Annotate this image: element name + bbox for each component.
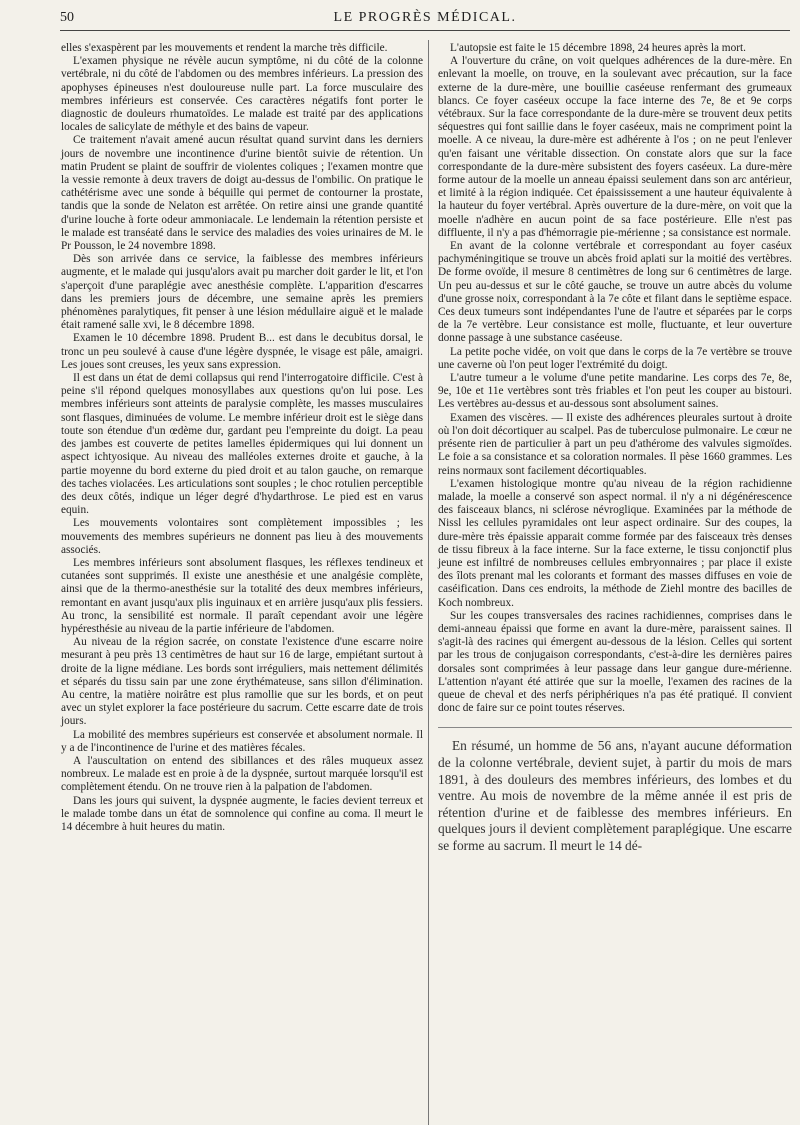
- paragraph: L'examen physique ne révèle aucun symptôme, ni du côté de la colonne vertébrale, ni du côté de l'abdomen ou des membres inférieurs. La pression des apophyses épineuses n'est douloureuse nulle part. La force musculaire des membres inférieurs est conservée. Ces caractères négatifs font porter le diagnostic de douleurs rhumatoïdes. Le malade est traité par des applications locales de salicylate de méthyle et des bains de vapeur.: [61, 55, 423, 134]
- paragraph: Il est dans un état de demi collapsus qui rend l'interrogatoire difficile. C'est à peine s'il répond quelques monosyllabes aux questions qu'on lui pose. Les membres inférieurs sont atteints de paralysie complète, les masses musculaires sont flasques, diminuées de volume. Le membre inférieur droit est le siège dans toute son étendue d'un œdème dur, gardant peu l'empreinte du doigt. La peau des jambes est couverte de petites lamelles épidermiques qui lui donnent un aspect ichtyosique. Au niveau des malléoles externes droite et gauche, à la partie moyenne du bord externe du pied droit et au talon gauche, on remarque des taches violacées. Les articulations sont souples ; le choc rotulien perceptible des deux côtés, indique un léger degré d'hydarthrose. Le pied est en varus equin.: [61, 372, 424, 517]
- paragraph: Les membres inférieurs sont absolument flasques, les réflexes tendineux et cutanées sont supprimés. Il existe une anesthésie et une analgésie complète, ainsi que de la thermo-anesthésie sur la totalité des deux membres inférieurs, remontant en avant jusqu'aux plis inguinaux et en arrière jusqu'aux plis fessiers. Au tronc, la sensibilité est normale. Il paraît cependant avoir une légère hypéresthésie au niveau de la partie inférieure de l'abdomen.: [61, 556, 423, 635]
- paragraph: La petite poche vidée, on voit que dans le corps de la 7e vertèbre se trouve une caverne où l'on peut loger l'extrémité du doigt.: [438, 345, 792, 371]
- paragraph: A l'ouverture du crâne, on voit quelques adhérences de la dure-mère. En enlevant la moelle, on trouve, en la soulevant avec précaution, sur la face externe de la dure-mère, une bouillie caséeuse renfermant des grumeaux blancs. Ce foyer caséeux occupe la face interne des 7e, 8e et 9e corps vétébraux. Sur la face correspondante de la dure-mère se trouvent deux petits séquestres qui font saillie dans le foyer caséeux, mais ne compriment point la moelle. A ce niveau, la dure-mère est adhérente à l'os ; on ne peut l'enlever qu'en faisant une véritable dissection. On constate alors que sur la face correspondante de la dure-mère subsistent des foyers caséeux. La dure-mère forme autour de la moelle un anneau épaissi seulement dans son arc antérieur, et limité à la région indiquée. Cet épaississement a une hauteur équivalente à la hauteur du foyer vertébral. Après ouverture de la dure-mère, on voit que la moelle n'adhère en aucun point de sa face postérieure. Elle n'est pas diffluente, il n'y a pas d'hémorragie pie-mérienne ; sa consistance est normale.: [438, 55, 792, 239]
- summary-paragraph: En résumé, un homme de 56 ans, n'ayant aucune déformation de la colonne vertébrale, devient sujet, à partir du mois de mars 1891, à des douleurs des membres inférieurs, des lombes et du ventre. Au mois de novembre de la même année il est pris de rétention d'urine et de faiblesse des membres inférieurs. En quelques jours il devient complètement paraplégique. Une escarre se forme au sacrum. Il meurt le 14 dé-: [438, 738, 792, 853]
- paragraph: Les mouvements volontaires sont complètement impossibles ; les mouvements des membres supérieurs ne donnent pas lieu à des mouvements associés.: [61, 517, 423, 556]
- page-header: [60, 10, 790, 31]
- summary-block: [438, 738, 792, 854]
- paragraph: Examen des viscères. — Il existe des adhérences pleurales surtout à droite où l'on doit décortiquer au scalpel. Pas de tuberculose pulmonaire. Le cœur ne présente rien de particulier à part un peu d'athérome des valvules sigmoïdes. Le foie a sa consistance et sa coloration normales. Il pèse 1660 grammes. Les reins normaux sont facilement décortiquables.: [438, 411, 792, 477]
- page-number: 50: [60, 10, 74, 25]
- left-column: [61, 42, 423, 834]
- column-divider: [428, 40, 429, 1125]
- paragraph: elles s'exaspèrent par les mouvements et rendent la marche très difficile.: [61, 42, 388, 54]
- paragraph: Dans les jours qui suivent, la dyspnée augmente, le facies devient terreux et le malade tombe dans un état de somnolence qui confine au coma. Il meurt le 14 décembre à huit heures du matin.: [61, 794, 423, 833]
- paragraph: A l'auscultation on entend des sibillances et des râles muqueux assez nombreux. Le malade est en proie à de la dyspnée, surtout marquée lorsqu'il est complètement étendu. On ne trouve rien à la palpation de l'abdomen.: [61, 754, 423, 794]
- right-column: [438, 42, 792, 855]
- paragraph: Examen le 10 décembre 1898. Prudent B... est dans le decubitus dorsal, le tronc un peu soulevé à cause d'une légère dyspnée, le visage est pâle, amaigri. Les joues sont creuses, les yeux sans expression.: [61, 332, 423, 371]
- paragraph: En avant de la colonne vertébrale et correspondant au foyer caséux pachyméningitique se trouve un abcès froid aplati sur la moitié des vertèbres. De forme ovoïde, il mesure 8 centimètres de long sur 6 centimètres de large. Un peu au-dessus et sur le côté gauche, se trouve un autre abcès du volume d'une grosse noix, correspondant à la 7e côte et filant dans le septième espace. Ces deux tumeurs sont indépendantes l'une de l'autre et séparées par le corps de la 7e vertèbre. Leur consistance est molle, fluctuante, et leur ouverture donne passage à une substance caséeuse.: [438, 240, 792, 345]
- paragraph: Au niveau de la région sacrée, on constate l'existence d'une escarre noire mesurant à peu près 13 centimètres de haut sur 16 de large, empiétant surtout à droite de la ligne médiane. Les bords sont irréguliers, mais nettement délimités et séparés du tissu sain par une zone érythémateuse, sans sillon d'élimination. Au centre, la matière noirâtre est plus ramollie que sur les bords, et on peut avec un stylet explorer la face postérieure du sacrum. Cette escarre date de trois jours.: [61, 636, 423, 728]
- section-divider: [438, 727, 792, 728]
- paragraph: La mobilité des membres supérieurs est conservée et absolument normale. Il y a de l'incontinence de l'urine et des matières fécales.: [61, 728, 423, 754]
- paragraph: Ce traitement n'avait amené aucun résultat quand survint dans les derniers jours de novembre une incontinence d'urine bientôt suivie de rétention. Un matin Prudent se plaint de souffrir de violentes coliques ; l'examen montre que la vessie remonte à deux travers de doigt au-dessus de l'ombilic. On pratique le cathétérisme avec une sonde à béquille qui permet de contourner la prostate, tandis que la sonde de Nelaton est arrêtée. On retire ainsi une grande quantité d'urine louche à forte odeur ammoniacale. Le lendemain la rétention persiste et le malade est transéaté dans le service des maladies des voies urinaires de M. le Pr Pousson, le 24 novembre 1898.: [61, 134, 423, 253]
- paragraph: L'examen histologique montre qu'au niveau de la région rachidienne malade, la moelle a conservé son aspect normal. il n'y a ni dégénérescence des faisceaux blancs, ni sclérose névroglique. Examinées par la méthode de Nissl les cellules pyramidales ont leur aspect ordinaire. Sur des coupes, la dure-mère très épaissie apparait comme formée par des faisceaux très denses de tissu fibreux à la face interne. Sur la face externe, le tissu conjonctif plus jeune est infiltré de nombreuses cellules embryonnaires ; par place il existe des îlots prenant mal les colorants et formant des masses diffuses en voie de caséification. Dans ces endroits, la méthode de Ziehl montre des bacilles de Koch nombreux.: [438, 477, 792, 609]
- journal-title: LE PROGRÈS MÉDICAL.: [333, 10, 517, 25]
- paragraph: Sur les coupes transversales des racines rachidiennes, comprises dans le demi-anneau épaissi que forme en avant la dure-mère, paraissent saines. Il s'agit-là des racines qui émergent au-dessous de la lésion. Celles qui sortent par les trous de conjugaison correspondants, c'est-à-dire les dernières paires dorsales sont comprimées à leur passage dans leur gangue dure-mérienne. L'attention n'ayant été attirée que sur la moelle, l'examen des racines de la queue de cheval et des nerfs périphériques n'a pas été pratiqué. Il convient donc de faire sur ce point toutes réserves.: [438, 609, 792, 715]
- paragraph: L'autre tumeur a le volume d'une petite mandarine. Les corps des 7e, 8e, 9e, 10e et 11e vertèbres sont très friables et l'on peut les couper au bistouri. Les vertèbres au-dessus et au-dessous sont absolument saines.: [438, 372, 792, 411]
- paragraph: L'autopsie est faite le 15 décembre 1898, 24 heures après la mort.: [450, 42, 746, 54]
- paragraph: Dès son arrivée dans ce service, la faiblesse des membres inférieurs augmente, et le malade qui jusqu'alors avait pu marcher doit garder le lit, et l'on s'aperçoit d'une paraplégie avec anesthésie complète. L'apparition d'escarres dans les premiers jours de décembre, une semaine après les premiers phénomènes paralytiques, fit penser à une lésion médullaire aiguë et le malade était ramené salle xvi, le 8 décembre 1898.: [61, 253, 423, 332]
